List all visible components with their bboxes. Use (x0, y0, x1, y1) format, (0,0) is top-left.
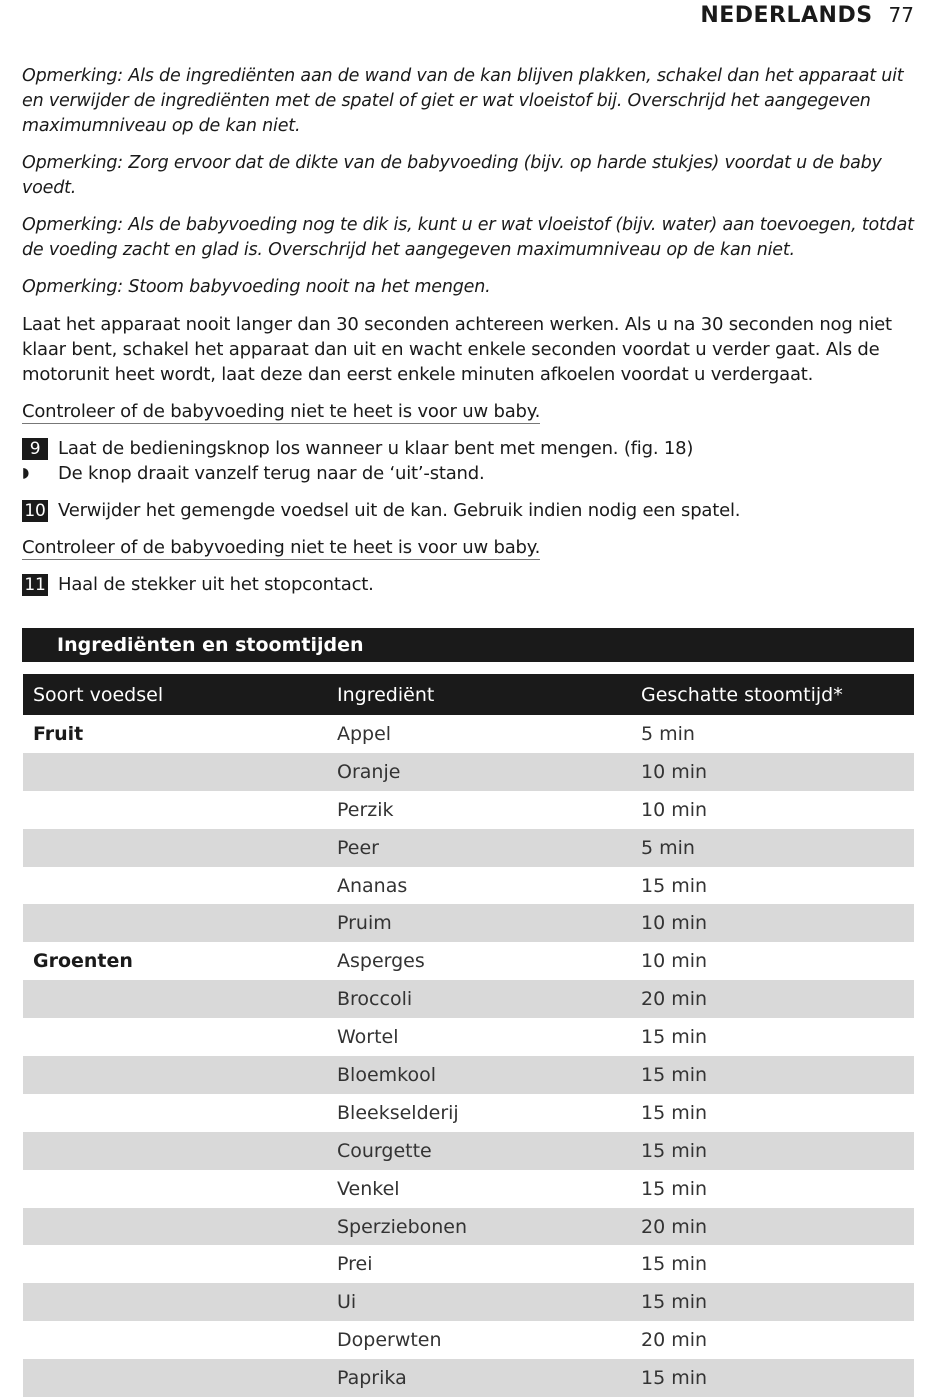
cell-ingredient: Sperziebonen (337, 1208, 641, 1246)
cell-steam-time: 10 min (641, 904, 914, 942)
section-title: Ingrediënten en stoomtijden (22, 628, 914, 662)
step-10-text: Verwijder het gemengde voedsel uit de kan. Gebruik indien nodig een spatel. (58, 500, 741, 521)
table-row (23, 1170, 914, 1208)
cell-steam-time: 15 min (641, 1026, 708, 1049)
header-steam-time: Geschatte stoomtijd* (641, 674, 914, 715)
step-11 (22, 572, 914, 597)
cell-ingredient: Paprika (337, 1359, 641, 1397)
table-body (23, 715, 914, 1397)
cell-steam-time: 20 min (641, 980, 914, 1018)
page-header (700, 0, 914, 30)
steam-times-table (23, 674, 914, 1397)
cell-food-type (23, 829, 337, 867)
cell-ingredient: Oranje (337, 753, 641, 791)
cell-steam-time: 10 min (641, 950, 708, 973)
cell-food-type (23, 1283, 337, 1321)
cell-food-type (23, 1094, 337, 1132)
step-11-text: Haal de stekker uit het stopcontact. (58, 574, 374, 595)
cell-steam-time: 15 min (641, 1283, 914, 1321)
table-row (23, 1132, 914, 1170)
cell-food-type (23, 1208, 337, 1246)
header-ingredient: Ingrediënt (337, 674, 641, 715)
table-row (23, 829, 914, 867)
cell-ingredient: Wortel (337, 1026, 399, 1049)
cell-food-type (23, 791, 337, 829)
warning-check-temp-2 (22, 535, 914, 560)
table-row (23, 980, 914, 1018)
cell-food-type (23, 1170, 337, 1208)
cell-ingredient: Pruim (337, 904, 641, 942)
table-row (23, 791, 914, 829)
step-9 (22, 436, 914, 461)
cell-food-type (23, 1245, 337, 1283)
cell-steam-time: 10 min (641, 753, 914, 791)
table-row (23, 942, 914, 980)
warning-run-time-text: Laat het apparaat nooit langer dan 30 seconden achtereen werken. Als u na 30 seconden nog niet klaar bent, schakel het apparaat dan uit en wacht enkele seconden voordat u verder gaat. Als de motorunit heet wordt, laat deze dan eerst enkele minuten afkoelen voordat u verdergaat. (22, 314, 892, 385)
page-number: 77 (888, 3, 914, 27)
step-number-badge: 10 (22, 500, 48, 522)
step-9-result-text: De knop draait vanzelf terug naar de ‘uit’-stand. (58, 463, 485, 484)
cell-steam-time: 20 min (641, 1329, 708, 1352)
table-row (23, 1094, 914, 1132)
table-row (23, 1321, 914, 1359)
cell-steam-time: 10 min (641, 798, 708, 821)
cell-steam-time: 15 min (641, 1177, 708, 1200)
cell-ingredient: Peer (337, 829, 641, 867)
cell-ingredient: Broccoli (337, 980, 641, 1018)
result-marker-icon: ◗ (22, 465, 30, 481)
cell-food-type (23, 1018, 337, 1056)
note-no-steaming: Opmerking: Stoom babyvoeding nooit na het mengen. (22, 277, 491, 297)
table-row (23, 1245, 914, 1283)
cell-ingredient: Bleekselderij (337, 1101, 459, 1124)
cell-food-type (23, 867, 337, 905)
cell-steam-time: 5 min (641, 722, 695, 745)
table-row (23, 1056, 914, 1094)
cell-ingredient: Ananas (337, 874, 408, 897)
cell-food-type (23, 1132, 337, 1170)
language-label: NEDERLANDS (700, 2, 873, 28)
cell-food-type (23, 1056, 337, 1094)
warning-check-temp-1 (22, 399, 914, 424)
cell-food-type (23, 1321, 337, 1359)
step-9-result (22, 461, 914, 486)
table-row (23, 1283, 914, 1321)
cell-steam-time: 20 min (641, 1208, 914, 1246)
cell-ingredient: Courgette (337, 1132, 641, 1170)
instructions (22, 64, 914, 609)
cell-ingredient: Doperwten (337, 1329, 442, 1352)
table-row (23, 1359, 914, 1397)
cell-food-type (23, 753, 337, 791)
table-row (23, 753, 914, 791)
warning-check-temp-2-text: Controleer of de babyvoeding niet te heet is voor uw baby. (22, 537, 541, 558)
table-header-row (23, 674, 914, 715)
cell-food-type: Groenten (33, 950, 133, 973)
cell-ingredient: Appel (337, 722, 392, 745)
step-9-text: Laat de bedieningsknop los wanneer u klaar bent met mengen. (fig. 18) (58, 438, 694, 459)
cell-steam-time: 15 min (641, 1359, 914, 1397)
step-10 (22, 498, 914, 523)
cell-food-type (23, 980, 337, 1018)
warning-run-time (22, 312, 914, 387)
note-too-thick: Opmerking: Als de babyvoeding nog te dik is, kunt u er wat vloeistof (bijv. water) aan toevoegen, totdat de voeding zacht en glad is. Overschrijd het aangegeven maximumniveau op de kan niet. (22, 215, 914, 260)
cell-food-type (23, 1359, 337, 1397)
cell-ingredient: Ui (337, 1283, 641, 1321)
step-number-badge: 11 (22, 574, 48, 596)
cell-steam-time: 15 min (641, 1101, 708, 1124)
cell-ingredient: Venkel (337, 1177, 400, 1200)
note-sticking: Opmerking: Als de ingrediënten aan de wand van de kan blijven plakken, schakel dan het apparaat uit en verwijder de ingrediënten met de spatel of giet er wat vloeistof bij. Overschrijd het aangegeven maximumniveau op de kan niet. (22, 66, 904, 136)
cell-ingredient: Prei (337, 1253, 373, 1276)
cell-food-type (23, 904, 337, 942)
table-row (23, 904, 914, 942)
table-row (23, 867, 914, 905)
cell-ingredient: Perzik (337, 798, 394, 821)
cell-ingredient: Bloemkool (337, 1056, 641, 1094)
note-thickness: Opmerking: Zorg ervoor dat de dikte van de babyvoeding (bijv. op harde stukjes) voordat u de baby voedt. (22, 153, 882, 198)
header-food-type: Soort voedsel (23, 674, 337, 715)
table-row (23, 1208, 914, 1246)
table-row (23, 715, 914, 753)
cell-steam-time: 15 min (641, 1132, 914, 1170)
warning-check-temp-1-text: Controleer of de babyvoeding niet te heet is voor uw baby. (22, 401, 541, 422)
table-row (23, 1018, 914, 1056)
cell-ingredient: Asperges (337, 950, 425, 973)
step-number-badge: 9 (22, 438, 48, 460)
cell-steam-time: 15 min (641, 1253, 708, 1276)
cell-steam-time: 5 min (641, 829, 914, 867)
cell-steam-time: 15 min (641, 1056, 914, 1094)
cell-food-type: Fruit (33, 722, 84, 745)
cell-steam-time: 15 min (641, 874, 708, 897)
